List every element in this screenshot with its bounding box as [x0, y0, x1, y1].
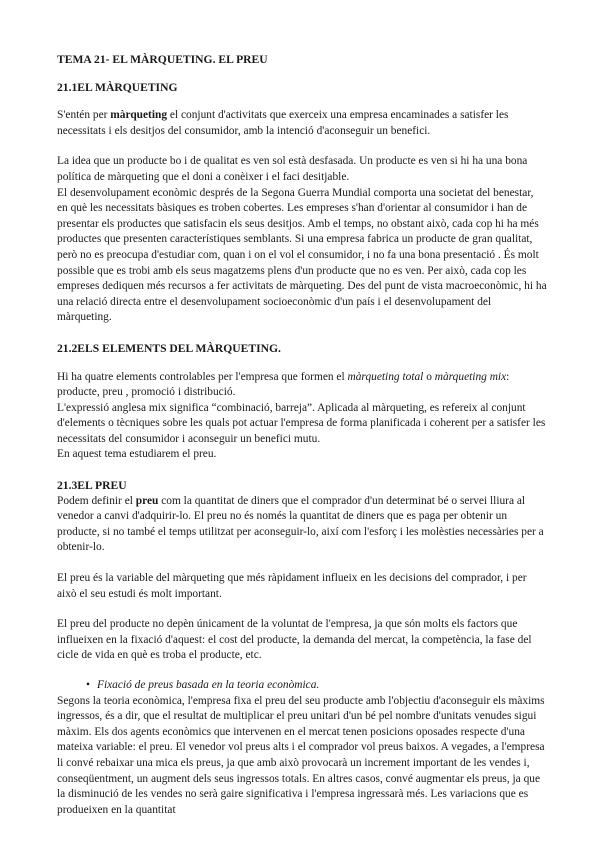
bullet-item [97, 678, 547, 694]
text-run: el conjunt d'activitats que exerceix una empresa encaminades a satisfer les necessitats i els desitjos del consumidor, amb la intenció d'aconseguir un benefici. [57, 109, 509, 137]
paragraph: El preu del producte no depèn únicament de la voluntat de l'empresa, ja que són molts els factors que influeixen en la fixació d'aquest: el cost del producte, la demanda del mercat, la competència, la fase del cicle de vida en què es troba el producte, etc. [57, 618, 532, 662]
italic-term: màrqueting total [347, 370, 424, 383]
text-run: com la quantitat de diners que el comprador d'un determinat bé o servei lliura al venedor a canvi d'adquirir-lo. El preu no és només la quantitat de diners que es paga per obtenir un producte, si no també el temps utilitzat per aconseguir-lo, així com l'esforç i les molèsties necessàries per a obtenir-lo. [57, 494, 544, 554]
text-run: o [423, 370, 435, 383]
bold-term: màrqueting [110, 109, 168, 122]
section-heading-elements: 21.2ELS ELEMENTS DEL MÀRQUETING. [57, 341, 281, 355]
paragraph-definition [57, 108, 547, 139]
paragraph: L'expressió anglesa mix significa “combinació, barreja”. Aplicada al màrqueting, es refereix al conjunt d'elements o tècniques sobre les quals pot actuar l'empresa de forma planificada i coherent per a satisfer les necessitats del consumidor i aconseguir un benefici mutu. [57, 401, 546, 445]
text-run: Hi ha quatre elements controlables per l'empresa que formen el [57, 370, 348, 383]
document-title: TEMA 21- EL MÀRQUETING. EL PREU [57, 53, 268, 66]
paragraph-definition [57, 494, 547, 556]
paragraph: La idea que un producte bo i de qualitat es ven sol està desfasada. Un producte es ven si hi ha una bona política de màrqueting que el doni a conèixer i el faci desitjable. [57, 155, 528, 183]
document-page [57, 52, 547, 818]
paragraph [57, 370, 547, 401]
italic-term: màrqueting mix [434, 370, 507, 383]
section-heading-preu: 21.3EL PREU [57, 479, 127, 493]
bullet-list [57, 678, 547, 694]
text-run: S'entén per [57, 109, 111, 122]
text-run: : producte, preu , promoció i distribució. [57, 370, 510, 399]
paragraph: Segons la teoria econòmica, l'empresa fixa el preu del seu producte amb l'objectiu d'aconseguir els màxims ingressos, és a dir, que el resultat de multiplicar el preu unitari d'un bé pel nombre d'unitats venudes sigui màxim. Els dos agents econòmics que intervenen en el mercat tenen posicions oposades respecte d'una mateixa variable: el preu. El venedor vol preus alts i el comprador vol preus baixos. A vegades, a l'empresa li convé rebaixar una mica els preus, ja que amb això provocarà un increment important de les vendes i, conseqüentment, un augment dels seus ingressos totals. En altres casos, convé augmentar els preus, ja que la disminució de les vendes no serà gaire significativa i l'empresa ingressarà més. Les variacions que es produeixen en la quantitat [57, 694, 545, 816]
paragraph: El preu és la variable del màrqueting que més ràpidament influeix en les decisions del comprador, i per això el seu estudi és molt important. [57, 572, 527, 600]
paragraph: El desenvolupament econòmic després de la Segona Guerra Mundial comporta una societat del benestar, en què les necessitats bàsiques es troben cobertes. Les empreses s'han d'orientar al consumidor i han de presentar els productes que satisfacin els seus desitjos. Amb el temps, no obstant això, cada cop hi ha més productes que presenten característiques semblants. Si una empresa fabrica un producte de gran qualitat, però no es preocupa d'estudiar com, quan i on el vol el consumidor, i no fa una bona presentació . És molt possible que es trobi amb els seus magatzems plens d'un producte que no es ven. Per això, cada cop les empreses dediquen més recursos a fer activitats de màrqueting. Des del punt de vista macroeconòmic, hi ha una relació directa entre el desenvolupament socioeconòmic d'un país i el desenvolupament del màrqueting. [57, 186, 547, 324]
bullet-text: Fixació de preus basada en la teoria econòmica. [97, 679, 320, 691]
text-run: Podem definir el [57, 494, 136, 507]
section-heading-marqueting: 21.1EL MÀRQUETING [57, 80, 178, 94]
bold-term: preu [135, 494, 159, 507]
paragraph: En aquest tema estudiarem el preu. [57, 448, 217, 461]
